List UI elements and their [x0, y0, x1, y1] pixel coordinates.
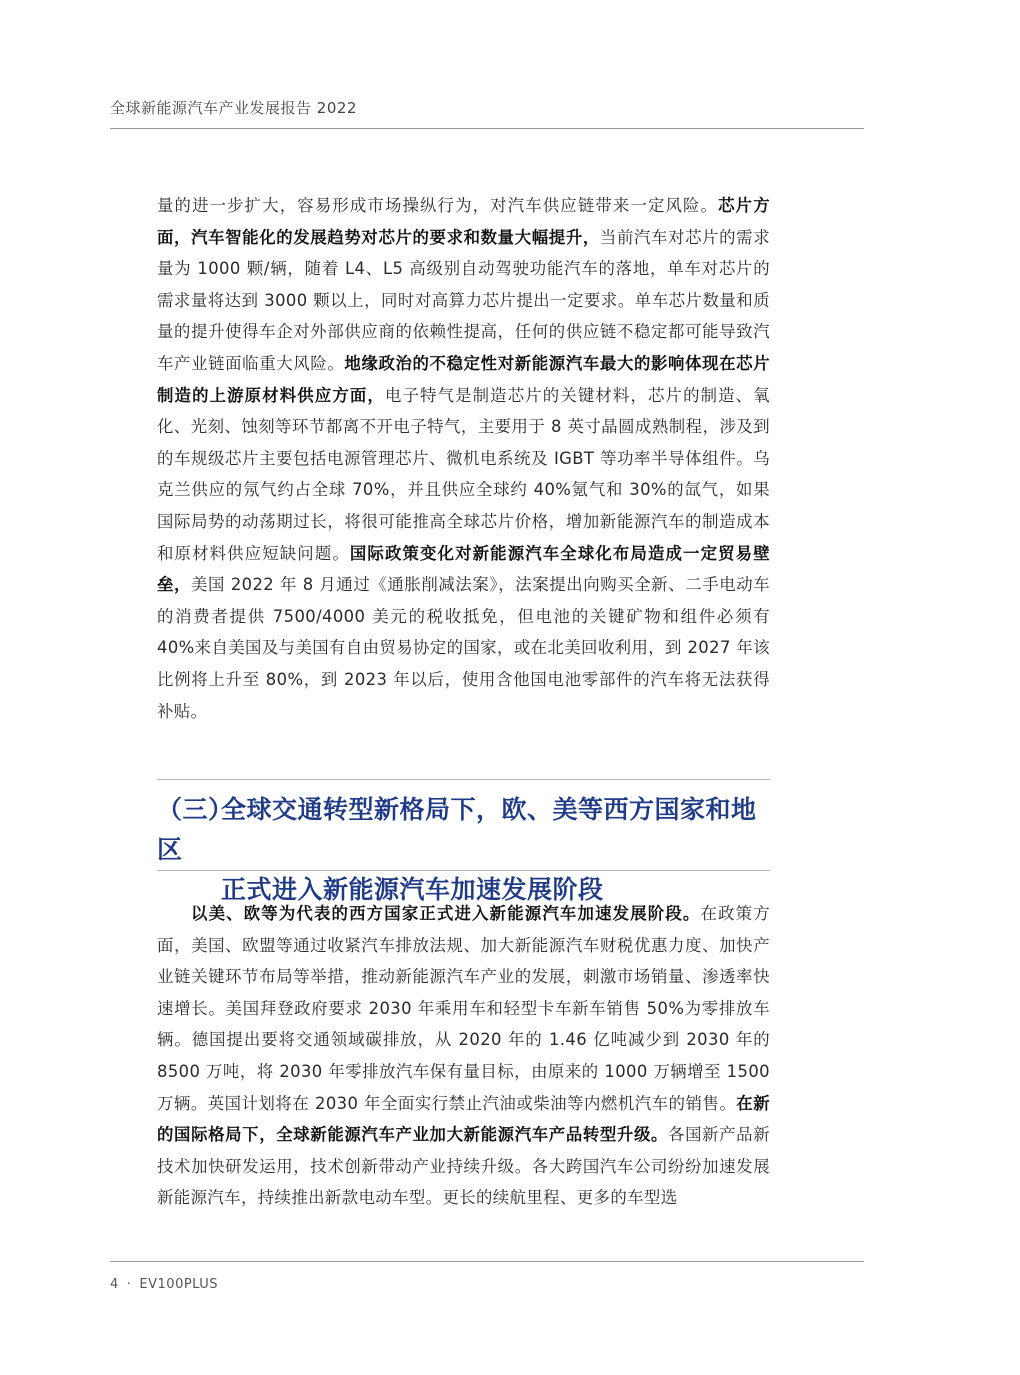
text-span: 美国 2022 年 8 月通过《通胀削减法案》，法案提出向购买全新、二手电动车的消费者提供 7500/4000 美元的税收抵免，但电池的关键矿物和组件必须有 40%来自美国及与美国有自由贸易协定的国家，或在北美回收利用，到 2027 年该比例将上升至 80%，到 2023 年以后，使用含他国电池零部件的汽车将无法获得补贴。: [157, 575, 770, 721]
text-span: 在政策方面，美国、欧盟等通过收紧汽车排放法规、加大新能源汽车财税优惠力度、加快产业链关键环节布局等举措，推动新能源汽车产业的发展，刺激市场销量、渗透率快速增长。美国拜登政府要求 2030 年乘用车和轻型卡车新车销售 50%为零排放车辆。德国提出要将交通领域碳排放，从 2020 年的 1.46 亿吨减少到 2030 年的 8500 万吨，将 2030 年零排放汽车保有量目标，由原来的 1000 万辆增至 1500 万辆。英国计划将在 2030 年全面实行禁止汽油或柴油等内燃机汽车的销售。: [157, 904, 770, 1113]
text-span: 量的进一步扩大，容易形成市场操纵行为，对汽车供应链带来一定风险。: [157, 196, 719, 215]
paragraph-western-acceleration: [157, 898, 770, 1214]
section-bottom-divider: [157, 870, 770, 871]
section-heading: [157, 790, 777, 910]
footer-divider: [110, 1261, 864, 1262]
bold-span: 地缘政治的不稳定性对新能源汽车最大的影响体现在芯片制造的上游原材料供应方面，: [157, 353, 771, 405]
text-span: 电子特气是制造芯片的关键材料，芯片的制造、氧化、光刻、蚀刻等环节都离不开电子特气，主要用于 8 英寸晶圆成熟制程，涉及到的车规级芯片主要包括电源管理芯片、微机电系统及 IGBT 等功率半导体组件。乌克兰供应的氖气约占全球 70%，并且供应全球约 40%氪气和 30%的氙气，如果国际局势的动荡期过长，将很可能推高全球芯片价格，增加新能源汽车的制造成本和原材料供应短缺问题。: [157, 385, 770, 563]
page-footer: [110, 1277, 218, 1292]
report-header-title: 全球新能源汽车产业发展报告 2022: [110, 99, 357, 117]
section-heading-line1: 全球交通转型新格局下，欧、美等西方国家和地区: [157, 795, 757, 864]
footer-brand: EV100PLUS: [139, 1277, 219, 1292]
bold-span: 国际政策变化对新能源汽车全球化布局造成一定贸易壁垒，: [157, 543, 770, 595]
text-span: 各国新产品新技术加快研发运用，技术创新带动产业持续升级。各大跨国汽车公司纷纷加速发展新能源汽车，持续推出新款电动车型。更长的续航里程、更多的车型选: [157, 1125, 770, 1208]
section-number: （三）: [157, 795, 234, 824]
bold-span: 在新的国际格局下，全球新能源汽车产业加大新能源汽车产品转型升级。: [157, 1093, 770, 1145]
paragraph-supply-chain-risk: [157, 190, 770, 727]
text-span: 当前汽车对芯片的需求量为 1000 颗/辆，随着 L4、L5 高级别自动驾驶功能汽车的落地，单车对芯片的需求量将达到 3000 颗以上，同时对高算力芯片提出一定要求。单车芯片数量和质量的提升使得车企对外部供应商的依赖性提高，任何的供应链不稳定都可能导致汽车产业链面临重大风险。: [157, 227, 771, 373]
section-heading-line2: 正式进入新能源汽车加速发展阶段: [221, 875, 604, 904]
section-top-divider: [157, 779, 770, 780]
page-number: 4: [110, 1277, 119, 1292]
footer-separator: ·: [126, 1277, 132, 1292]
bold-span: 以美、欧等为代表的西方国家正式进入新能源汽车加速发展阶段。: [191, 904, 701, 923]
bold-span: 芯片方面，汽车智能化的发展趋势对芯片的要求和数量大幅提升，: [157, 196, 770, 247]
header-divider: [110, 128, 864, 129]
